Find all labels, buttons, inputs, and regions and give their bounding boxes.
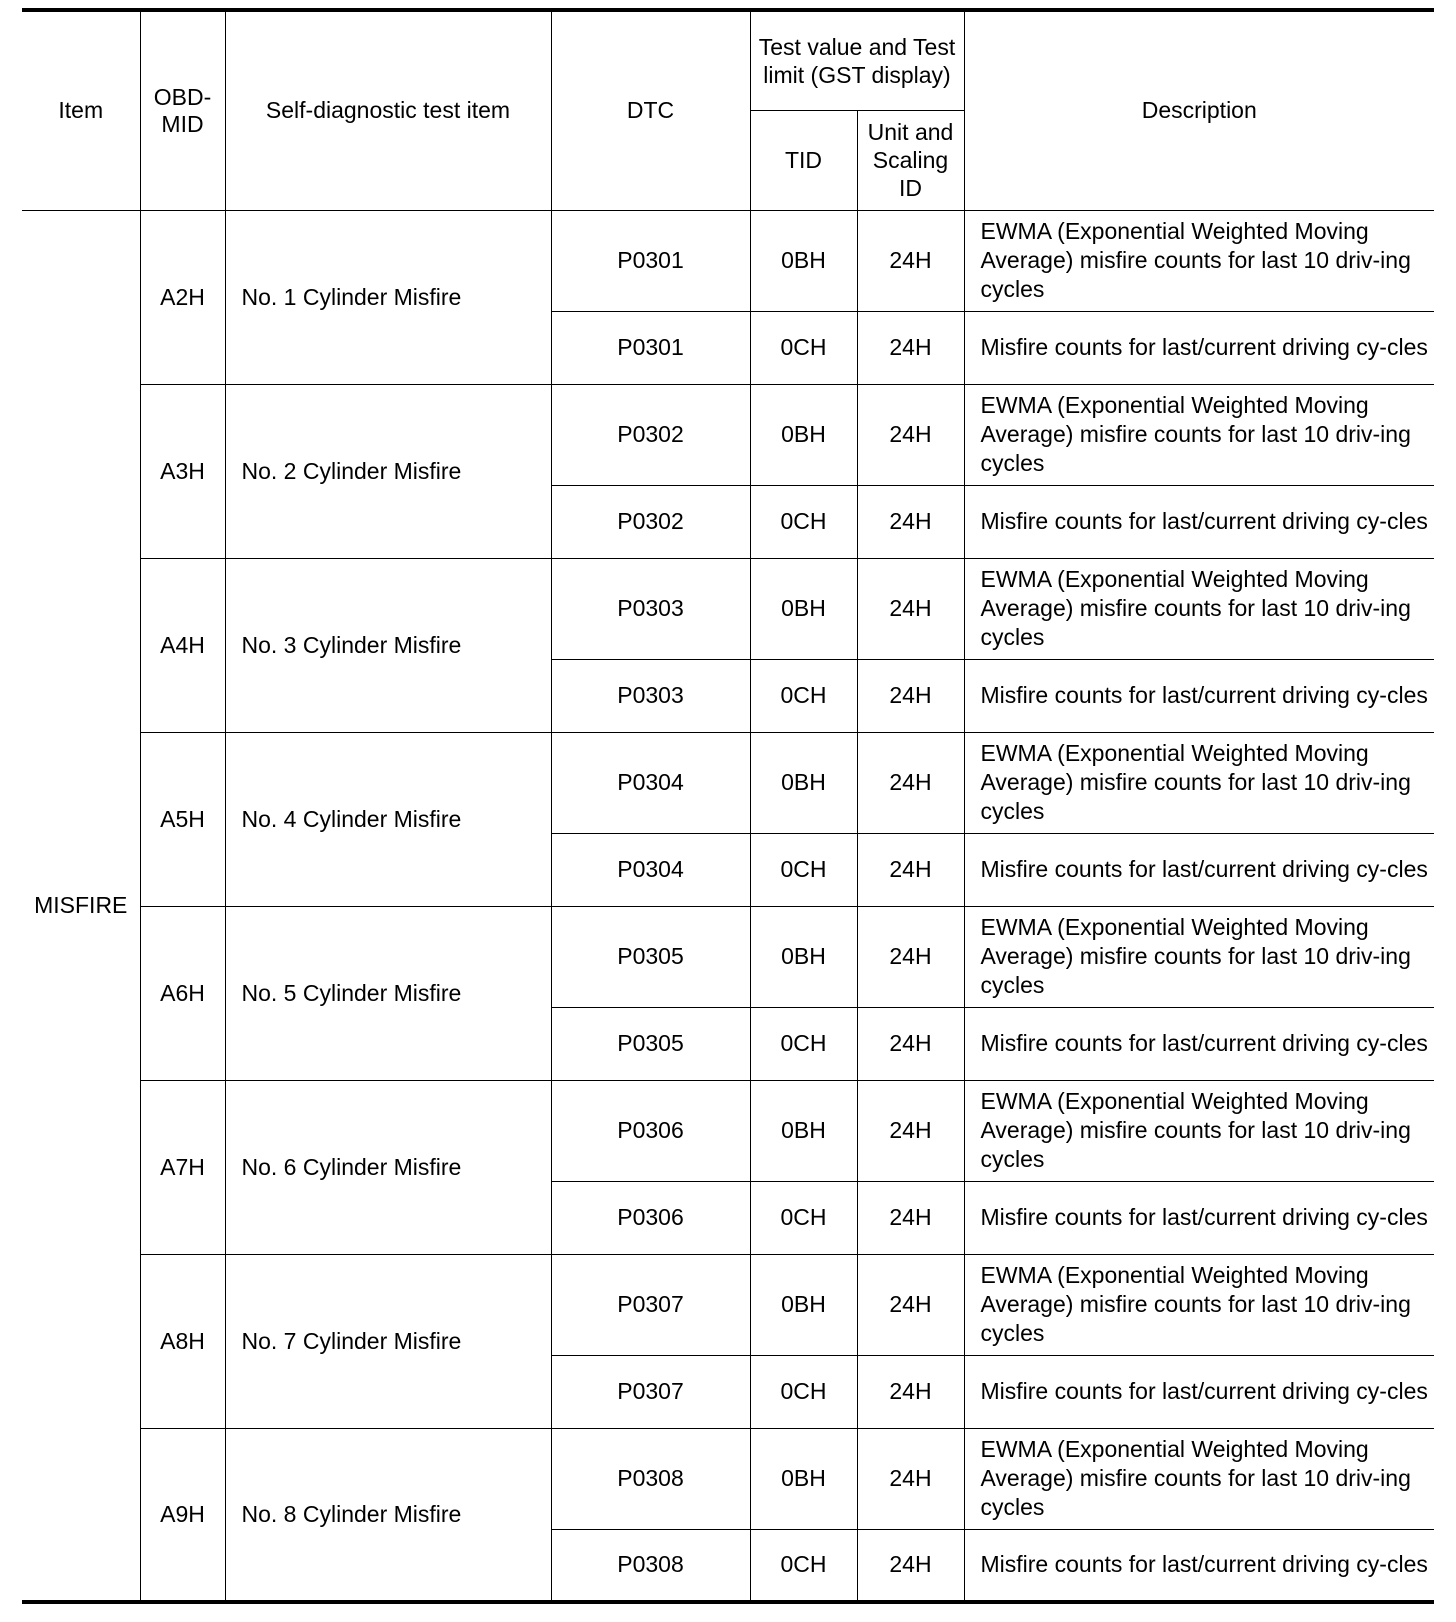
table-row [22,1080,1434,1181]
unit-scaling-id-cell: 24H [857,1181,964,1254]
dtc-cell: P0301 [551,210,750,311]
table-row [22,732,1434,833]
header-item: Item [22,10,140,210]
tid-cell: 0CH [750,1355,857,1428]
description-cell: EWMA (Exponential Weighted Moving Average) misfire counts for last 10 driv-ing cycles [964,732,1434,833]
dtc-cell: P0307 [551,1355,750,1428]
header-tid: TID [750,110,857,210]
unit-scaling-id-cell: 24H [857,1007,964,1080]
tid-cell: 0CH [750,485,857,558]
table-row [22,558,1434,659]
dtc-cell: P0305 [551,906,750,1007]
dtc-cell: P0305 [551,1007,750,1080]
table-row [22,210,1434,311]
description-cell: EWMA (Exponential Weighted Moving Average) misfire counts for last 10 driv-ing cycles [964,1080,1434,1181]
self-diagnostic-test-item-cell: No. 8 Cylinder Misfire [225,1428,551,1602]
tid-cell: 0BH [750,1428,857,1529]
dtc-cell: P0308 [551,1529,750,1602]
table-row [22,1428,1434,1529]
unit-scaling-id-cell: 24H [857,1529,964,1602]
description-cell: Misfire counts for last/current driving cy-cles [964,311,1434,384]
tid-cell: 0CH [750,311,857,384]
tid-cell: 0BH [750,1254,857,1355]
obd-mid-cell: A5H [140,732,225,906]
obd-mid-cell: A8H [140,1254,225,1428]
item-misfire: MISFIRE [22,210,140,1602]
unit-scaling-id-cell: 24H [857,833,964,906]
tid-cell: 0CH [750,1181,857,1254]
dtc-cell: P0306 [551,1080,750,1181]
header-description: Description [964,10,1434,210]
header-obd-mid: OBD- MID [140,10,225,210]
dtc-cell: P0302 [551,384,750,485]
unit-scaling-id-cell: 24H [857,311,964,384]
table-row [22,1254,1434,1355]
header-unit-scaling-id: Unit and Scaling ID [857,110,964,210]
dtc-cell: P0306 [551,1181,750,1254]
table-body [22,210,1434,1602]
tid-cell: 0CH [750,1007,857,1080]
description-cell: EWMA (Exponential Weighted Moving Average) misfire counts for last 10 driv-ing cycles [964,384,1434,485]
description-cell: Misfire counts for last/current driving cy-cles [964,659,1434,732]
misfire-test-table [22,8,1434,1604]
tid-cell: 0CH [750,833,857,906]
obd-mid-cell: A7H [140,1080,225,1254]
header-self-diagnostic-test-item: Self-diagnostic test item [225,10,551,210]
table-row [22,906,1434,1007]
unit-scaling-id-cell: 24H [857,210,964,311]
obd-mid-cell: A3H [140,384,225,558]
self-diagnostic-test-item-cell: No. 3 Cylinder Misfire [225,558,551,732]
unit-scaling-id-cell: 24H [857,384,964,485]
obd-mid-cell: A9H [140,1428,225,1602]
tid-cell: 0BH [750,732,857,833]
dtc-cell: P0308 [551,1428,750,1529]
self-diagnostic-test-item-cell: No. 7 Cylinder Misfire [225,1254,551,1428]
self-diagnostic-test-item-cell: No. 5 Cylinder Misfire [225,906,551,1080]
description-cell: Misfire counts for last/current driving cy-cles [964,1529,1434,1602]
unit-scaling-id-cell: 24H [857,659,964,732]
dtc-cell: P0307 [551,1254,750,1355]
self-diagnostic-test-item-cell: No. 2 Cylinder Misfire [225,384,551,558]
tid-cell: 0BH [750,384,857,485]
dtc-cell: P0303 [551,558,750,659]
dtc-cell: P0303 [551,659,750,732]
description-cell: EWMA (Exponential Weighted Moving Average) misfire counts for last 10 driv-ing cycles [964,1428,1434,1529]
dtc-cell: P0304 [551,833,750,906]
description-cell: EWMA (Exponential Weighted Moving Average) misfire counts for last 10 driv-ing cycles [964,558,1434,659]
tid-cell: 0CH [750,1529,857,1602]
description-cell: EWMA (Exponential Weighted Moving Average) misfire counts for last 10 driv-ing cycles [964,210,1434,311]
dtc-cell: P0302 [551,485,750,558]
description-cell: Misfire counts for last/current driving cy-cles [964,1007,1434,1080]
header-dtc: DTC [551,10,750,210]
unit-scaling-id-cell: 24H [857,1080,964,1181]
unit-scaling-id-cell: 24H [857,906,964,1007]
self-diagnostic-test-item-cell: No. 4 Cylinder Misfire [225,732,551,906]
dtc-cell: P0304 [551,732,750,833]
unit-scaling-id-cell: 24H [857,1355,964,1428]
tid-cell: 0CH [750,659,857,732]
unit-scaling-id-cell: 24H [857,1428,964,1529]
description-cell: Misfire counts for last/current driving cy-cles [964,485,1434,558]
description-cell: Misfire counts for last/current driving cy-cles [964,1181,1434,1254]
description-cell: EWMA (Exponential Weighted Moving Average) misfire counts for last 10 driv-ing cycles [964,1254,1434,1355]
description-cell: Misfire counts for last/current driving cy-cles [964,833,1434,906]
self-diagnostic-test-item-cell: No. 6 Cylinder Misfire [225,1080,551,1254]
tid-cell: 0BH [750,1080,857,1181]
tid-cell: 0BH [750,210,857,311]
unit-scaling-id-cell: 24H [857,485,964,558]
obd-mid-cell: A2H [140,210,225,384]
unit-scaling-id-cell: 24H [857,1254,964,1355]
tid-cell: 0BH [750,558,857,659]
header-test-value-group: Test value and Test limit (GST display) [750,10,964,110]
description-cell: Misfire counts for last/current driving cy-cles [964,1355,1434,1428]
obd-mid-cell: A6H [140,906,225,1080]
table-row [22,384,1434,485]
tid-cell: 0BH [750,906,857,1007]
unit-scaling-id-cell: 24H [857,732,964,833]
obd-mid-cell: A4H [140,558,225,732]
description-cell: EWMA (Exponential Weighted Moving Average) misfire counts for last 10 driv-ing cycles [964,906,1434,1007]
dtc-cell: P0301 [551,311,750,384]
self-diagnostic-test-item-cell: No. 1 Cylinder Misfire [225,210,551,384]
unit-scaling-id-cell: 24H [857,558,964,659]
